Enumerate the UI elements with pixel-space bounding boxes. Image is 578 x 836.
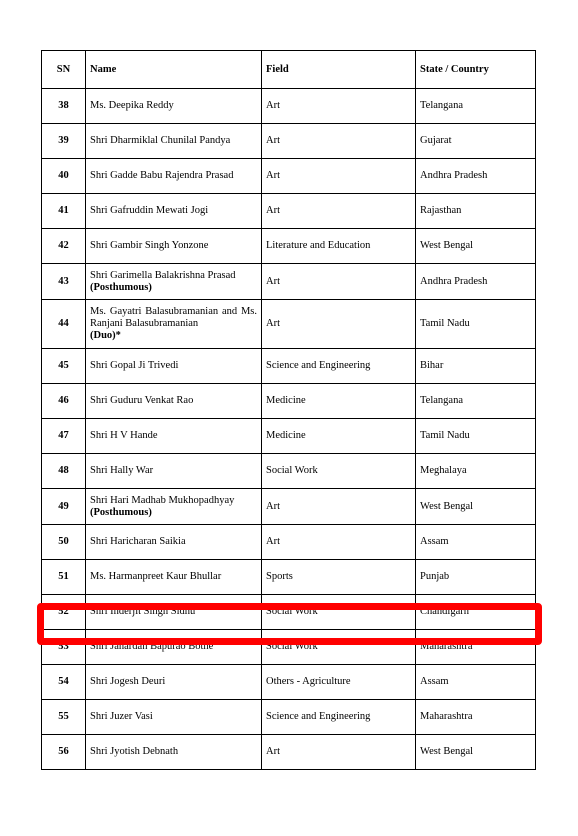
cell-sn: 46 [42,384,86,419]
name-text: Shri Dharmiklal Chunilal Pandya [90,135,231,146]
table-row [42,735,536,770]
cell-field: Art [262,735,416,770]
cell-state: West Bengal [416,735,536,770]
cell-sn: 51 [42,560,86,595]
name-text: Ms. Deepika Reddy [90,100,174,111]
name-text: Shri Haricharan Saikia [90,536,186,547]
name-text: Shri Inderjit Singh Sidhu [90,606,196,617]
name-text: Ms. Harmanpreet Kaur Bhullar [90,571,222,582]
name-tag: (Posthumous) [90,281,152,293]
name-text: Shri Gopal Ji Trivedi [90,360,179,371]
name-text: Shri Hari Madhab Mukhopadhyay [90,494,235,506]
cell-name [86,349,262,384]
cell-sn: 43 [42,264,86,300]
cell-name [86,89,262,124]
cell-field: Art [262,489,416,525]
cell-field: Medicine [262,384,416,419]
cell-state: Tamil Nadu [416,419,536,454]
table-header-row [42,51,536,89]
cell-field: Art [262,89,416,124]
table-row [42,124,536,159]
name-text: Shri Gadde Babu Rajendra Prasad [90,170,234,181]
cell-sn: 47 [42,419,86,454]
cell-field: Social Work [262,595,416,630]
column-header-state: State / Country [416,51,536,89]
cell-name [86,525,262,560]
name-text: Shri Jogesh Deuri [90,676,166,687]
cell-field: Medicine [262,419,416,454]
name-text: Shri Garimella Balakrishna Prasad [90,269,236,281]
cell-sn: 40 [42,159,86,194]
table-row [42,489,536,525]
name-tag: (Duo)* [90,330,121,341]
cell-state: Maharashtra [416,630,536,665]
name-text: Shri Gafruddin Mewati Jogi [90,205,209,216]
column-header-sn: SN [42,51,86,89]
cell-name [86,419,262,454]
cell-state: Punjab [416,560,536,595]
cell-field: Art [262,300,416,349]
table-row [42,384,536,419]
table-row [42,454,536,489]
cell-name [86,194,262,229]
cell-sn: 44 [42,300,86,349]
cell-name [86,560,262,595]
cell-field: Art [262,159,416,194]
cell-sn: 41 [42,194,86,229]
cell-name [86,454,262,489]
table-row [42,349,536,384]
cell-field: Art [262,194,416,229]
name-text: Shri H V Hande [90,430,158,441]
cell-field: Science and Engineering [262,700,416,735]
name-text: Shri Gambir Singh Yonzone [90,240,209,251]
cell-state: Andhra Pradesh [416,264,536,300]
cell-state: Assam [416,525,536,560]
table-row [42,525,536,560]
cell-sn: 42 [42,229,86,264]
cell-name [86,665,262,700]
cell-field: Science and Engineering [262,349,416,384]
cell-sn: 56 [42,735,86,770]
name-text: Shri Hally War [90,465,154,476]
cell-sn: 55 [42,700,86,735]
cell-field: Art [262,264,416,300]
cell-state: West Bengal [416,229,536,264]
cell-state: Chandigarh [416,595,536,630]
cell-name [86,229,262,264]
column-header-field: Field [262,51,416,89]
cell-field: Art [262,124,416,159]
cell-name [86,124,262,159]
cell-name [86,735,262,770]
cell-sn: 52 [42,595,86,630]
cell-sn: 53 [42,630,86,665]
cell-state: Bihar [416,349,536,384]
cell-name [86,489,262,525]
table-row [42,419,536,454]
cell-state: West Bengal [416,489,536,525]
table-row [42,630,536,665]
cell-sn: 50 [42,525,86,560]
table-row [42,700,536,735]
cell-name [86,595,262,630]
cell-sn: 49 [42,489,86,525]
table-row [42,595,536,630]
cell-name [86,384,262,419]
name-tag: (Posthumous) [90,506,152,518]
table-row [42,264,536,300]
cell-state: Maharashtra [416,700,536,735]
awardees-table [41,50,536,770]
cell-state: Gujarat [416,124,536,159]
table-row [42,229,536,264]
table-row [42,89,536,124]
table-row [42,665,536,700]
cell-field: Literature and Education [262,229,416,264]
cell-state: Rajasthan [416,194,536,229]
cell-name [86,264,262,300]
table-row [42,560,536,595]
cell-field: Others - Agriculture [262,665,416,700]
column-header-name: Name [86,51,262,89]
cell-sn: 38 [42,89,86,124]
name-text: Shri Jyotish Debnath [90,746,179,757]
cell-field: Art [262,525,416,560]
cell-sn: 45 [42,349,86,384]
name-text: Shri Guduru Venkat Rao [90,395,194,406]
cell-state: Telangana [416,89,536,124]
cell-sn: 54 [42,665,86,700]
table-row [42,300,536,349]
name-text: Shri Juzer Vasi [90,711,153,722]
cell-field: Social Work [262,630,416,665]
cell-name [86,630,262,665]
cell-state: Telangana [416,384,536,419]
cell-sn: 39 [42,124,86,159]
name-text: Ms. Gayatri Balasubramanian and Ms. Ranjani Balasubramanian [90,306,257,329]
cell-name [86,300,262,349]
cell-field: Social Work [262,454,416,489]
cell-name [86,159,262,194]
cell-state: Meghalaya [416,454,536,489]
cell-state: Assam [416,665,536,700]
table-body [42,89,536,770]
name-text: Shri Janardan Bapurao Bothe [90,641,214,652]
cell-sn: 48 [42,454,86,489]
cell-state: Tamil Nadu [416,300,536,349]
cell-name [86,700,262,735]
cell-field: Sports [262,560,416,595]
table-row [42,159,536,194]
cell-state: Andhra Pradesh [416,159,536,194]
table-row [42,194,536,229]
